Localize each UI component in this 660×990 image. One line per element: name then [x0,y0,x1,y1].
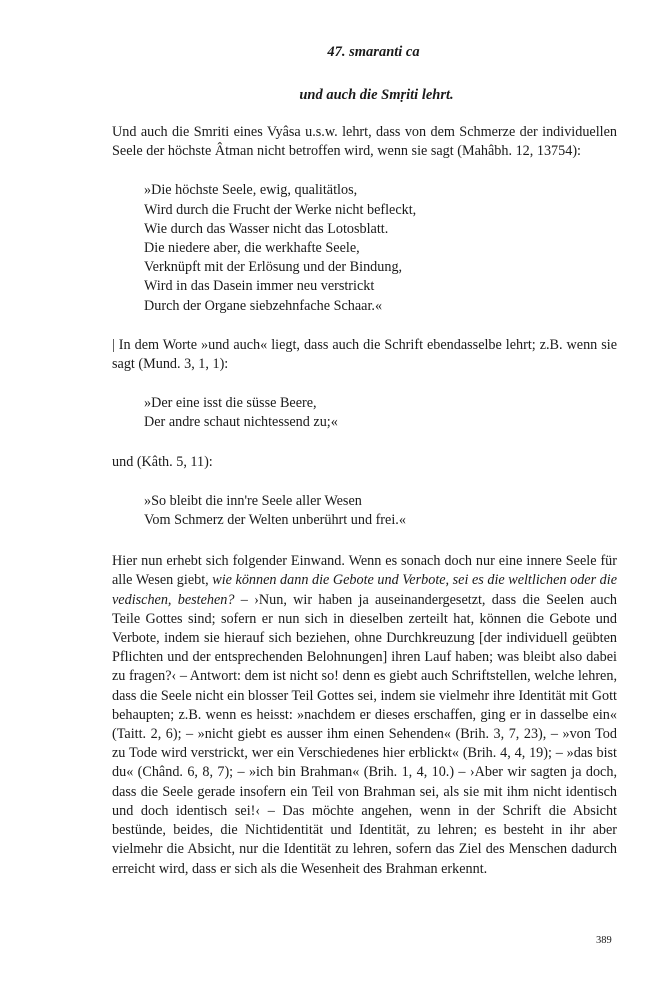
verse-kathaka [144,492,617,530]
page-body [112,44,617,879]
verse-line: Verknüpft mit der Erlösung und der Bindung, [144,259,403,276]
paragraph-und-auch: | In dem Worte »und auch« liegt, dass auch die Schrift ebendasselbe lehrt; z.B. wenn sie sagt (Mund. 3, 1, 1): [112,336,617,373]
paragraph-kath: und (Kâth. 5, 11): [112,453,213,470]
verse-line: Wird durch die Frucht der Werke nicht befleckt, [144,201,417,218]
verse-line: »So bleibt die inn're Seele aller Wesen [144,492,362,509]
verse-line: »Der eine isst die süsse Beere, [144,395,317,412]
verse-mahabharata [144,181,617,315]
paragraph-smriti: Und auch die Smriti eines Vyâsa u.s.w. lehrt, dass von dem Schmerze der individuellen Seele der höchste Âtman nicht betroffen wird, wenn sie sagt (Mahâbh. 12, 13754): [112,124,617,160]
verse-mundaka [144,394,617,432]
verse-line: Vom Schmerz der Welten unberührt und frei.« [144,512,406,529]
verse-line: Die niedere aber, die werkhafte Seele, [144,240,360,257]
einwand-text: Hier nun erhebt sich folgender Einwand. Wenn es sonach doch nur eine innere Seele für alle Wesen giebt, [112,553,617,589]
verse-line: Wird in das Dasein immer neu verstrickt [144,278,375,295]
paragraph-einwand [112,552,617,878]
sutra-translation: und auch die Smṛiti lehrt. [299,87,454,103]
einwand-question: wie können dann die Gebote und Verbote, sei es die weltlichen oder die vedischen, bestehen? [112,572,617,608]
einwand-answer: – ›Nun, wir haben ja auseinandergesetzt, dass die Seelen auch Teile Gottes sind; sofern er nun sich in dieselben zerteilt hat, können die Gebote und Verbote, indem sie hierauf sich beziehen, ohne Durchkreuzung [der individuell geübten Pflichten und der entsprechenden Belohnungen] ihren Lauf haben; was bleibt also dabei zu fragen?‹ – Antwort: dem ist nicht so! denn es giebt auch Schriftstellen, welche lehren, dass die Seele nicht ein blosser Teil Gottes sei, indem sie vielmehr ihre Identität mit Gott behaupten; z.B. wenn es heisst: »nachdem er dieses erschaffen, ging er in dasselbe ein« (Taitt. 2, 6); – »nicht giebt es ausser ihm einen Sehenden« (Brih. 3, 7, 23), – »von Tod zu Tode wird verstrickt, wer ein Verschiedenes hier erblickt« (Brih. 4, 4, 19); – »das bist du« (Chând. 6, 8, 7); – »ich bin Brahman« (Brih. 1, 4, 10.) – ›Aber wir sagten ja doch, dass die Seele gerade insofern ein Teil von Brahman sei, als sie mit ihm nicht identisch und doch identisch sei!‹ – Das möchte angehen, wenn in der Schrift die Absicht bestünde, beides, die Nichtidentität und Identität, zu lehren; es besteht in ihr aber vielmehr die Absicht, nur die Identität zu lehren, sofern das Ziel des Menschen dadurch erreicht wird, dass er sich als die Wesenheit des Brahman erkennt. [112,591,617,877]
sutra-title: 47. smaranti ca [327,44,420,60]
verse-line: Wie durch das Wasser nicht das Lotosblatt. [144,220,389,237]
page-number: 389 [596,935,612,946]
verse-line: »Die höchste Seele, ewig, qualitätlos, [144,182,358,199]
verse-line: Durch der Organe siebzehnfache Schaar.« [144,297,383,314]
verse-line: Der andre schaut nichtessend zu;« [144,414,338,431]
